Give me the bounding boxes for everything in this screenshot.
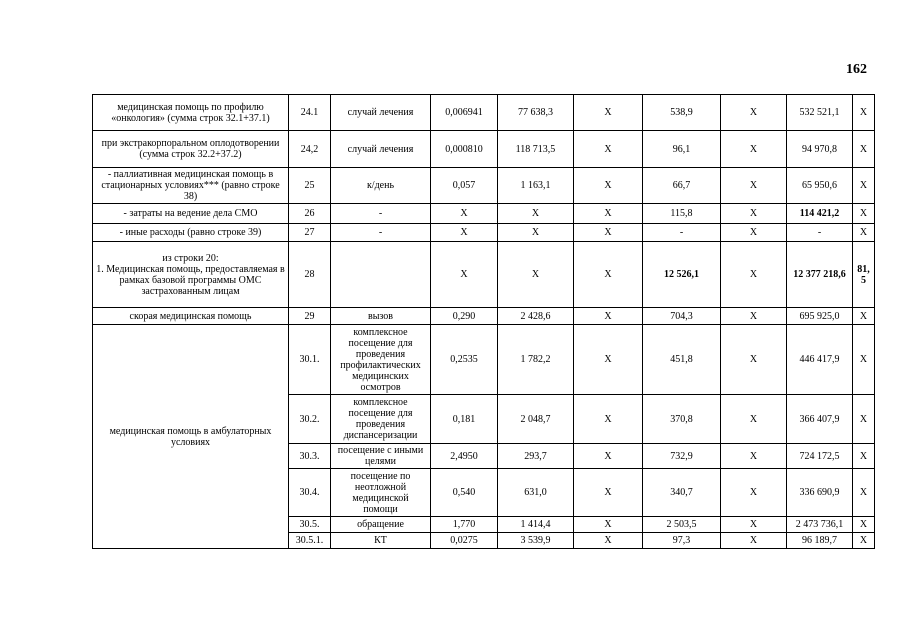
row-c1: Х — [574, 308, 643, 325]
row-c2: - — [643, 224, 721, 242]
row-cost: Х — [498, 242, 574, 308]
row-c5: Х — [853, 168, 875, 204]
financing-table — [92, 94, 875, 549]
row-code: 30.5. — [289, 517, 331, 533]
row-cost: 293,7 — [498, 444, 574, 469]
row-norm: 2,4950 — [431, 444, 498, 469]
row-c1: Х — [574, 204, 643, 224]
row-norm: 0,057 — [431, 168, 498, 204]
table-row — [93, 168, 875, 204]
row-norm: 0,000810 — [431, 131, 498, 168]
row-c4: 94 970,8 — [787, 131, 853, 168]
row-c2: 370,8 — [643, 395, 721, 444]
row-c2: 2 503,5 — [643, 517, 721, 533]
row-c4: 65 950,6 — [787, 168, 853, 204]
row-c3: Х — [721, 131, 787, 168]
page-number: 162 — [846, 62, 867, 77]
row-norm: 0,006941 — [431, 95, 498, 131]
row-c1: Х — [574, 517, 643, 533]
row-c1: Х — [574, 131, 643, 168]
row-c5: Х — [853, 204, 875, 224]
row-norm: 0,181 — [431, 395, 498, 444]
row-cost: 2 048,7 — [498, 395, 574, 444]
row-c5: Х — [853, 325, 875, 395]
row-norm: 0,540 — [431, 469, 498, 517]
row-c1: Х — [574, 469, 643, 517]
row-c3: Х — [721, 395, 787, 444]
row-code: 29 — [289, 308, 331, 325]
row-norm: Х — [431, 242, 498, 308]
row-c1: Х — [574, 395, 643, 444]
row-c1: Х — [574, 168, 643, 204]
row-c3: Х — [721, 204, 787, 224]
row-norm: 1,770 — [431, 517, 498, 533]
row-c2: 97,3 — [643, 533, 721, 549]
row-c3: Х — [721, 325, 787, 395]
row-code: 25 — [289, 168, 331, 204]
row-c5: Х — [853, 95, 875, 131]
row-cost: 1 414,4 — [498, 517, 574, 533]
row-c2: 732,9 — [643, 444, 721, 469]
row-norm: Х — [431, 204, 498, 224]
row-unit: КТ — [331, 533, 431, 549]
row-c5: 81, 5 — [853, 242, 875, 308]
row-cost: 1 163,1 — [498, 168, 574, 204]
row-c5: Х — [853, 444, 875, 469]
row-code: 30.1. — [289, 325, 331, 395]
row-name: - паллиативная медицинская помощь в стационарных условиях*** (равно строке 38) — [93, 168, 289, 204]
row-c4: 336 690,9 — [787, 469, 853, 517]
row-code: 28 — [289, 242, 331, 308]
row-unit: посещение с иными целями — [331, 444, 431, 469]
row-norm: 0,290 — [431, 308, 498, 325]
row-cost: 631,0 — [498, 469, 574, 517]
row-unit: к/день — [331, 168, 431, 204]
row-c5: Х — [853, 517, 875, 533]
row-c1: Х — [574, 444, 643, 469]
row-c3: Х — [721, 168, 787, 204]
row-c5: Х — [853, 533, 875, 549]
row-unit — [331, 242, 431, 308]
row-c5: Х — [853, 224, 875, 242]
table-row — [93, 242, 875, 308]
row-c2: 12 526,1 — [643, 242, 721, 308]
row-c5: Х — [853, 469, 875, 517]
table-row — [93, 204, 875, 224]
row-code: 30.5.1. — [289, 533, 331, 549]
row-c4: - — [787, 224, 853, 242]
row-c3: Х — [721, 444, 787, 469]
table-row — [93, 224, 875, 242]
row-c4: 532 521,1 — [787, 95, 853, 131]
row-c2: 115,8 — [643, 204, 721, 224]
row-name: при экстракорпоральном оплодотворении (сумма строк 32.2+37.2) — [93, 131, 289, 168]
row-c4: 366 407,9 — [787, 395, 853, 444]
row-c5: Х — [853, 308, 875, 325]
row-c2: 66,7 — [643, 168, 721, 204]
row-code: 24.1 — [289, 95, 331, 131]
row-c1: Х — [574, 533, 643, 549]
row-c1: Х — [574, 224, 643, 242]
table-row — [93, 325, 875, 395]
row-c3: Х — [721, 469, 787, 517]
row-c3: Х — [721, 308, 787, 325]
row-norm: Х — [431, 224, 498, 242]
row-c5: Х — [853, 395, 875, 444]
row-c1: Х — [574, 95, 643, 131]
row-c3: Х — [721, 242, 787, 308]
row-code: 24,2 — [289, 131, 331, 168]
row-c2: 340,7 — [643, 469, 721, 517]
row-c4: 695 925,0 — [787, 308, 853, 325]
row-code: 26 — [289, 204, 331, 224]
row-c2: 451,8 — [643, 325, 721, 395]
row-cost: 2 428,6 — [498, 308, 574, 325]
row-cost: Х — [498, 204, 574, 224]
row-c3: Х — [721, 533, 787, 549]
row-unit: случай лечения — [331, 95, 431, 131]
table-row — [93, 95, 875, 131]
row-unit: комплексное посещение для проведения диспансеризации — [331, 395, 431, 444]
row-code: 30.2. — [289, 395, 331, 444]
row-code: 30.3. — [289, 444, 331, 469]
row-cost: 77 638,3 — [498, 95, 574, 131]
row-c5: Х — [853, 131, 875, 168]
row-c1: Х — [574, 325, 643, 395]
row-name: медицинская помощь по профилю «онкология» (сумма строк 32.1+37.1) — [93, 95, 289, 131]
row-c3: Х — [721, 517, 787, 533]
row-unit: - — [331, 224, 431, 242]
row-c4: 12 377 218,6 — [787, 242, 853, 308]
row-name: скорая медицинская помощь — [93, 308, 289, 325]
row-c2: 704,3 — [643, 308, 721, 325]
row-code: 30.4. — [289, 469, 331, 517]
row-norm: 0,0275 — [431, 533, 498, 549]
row-c2: 538,9 — [643, 95, 721, 131]
row-c2: 96,1 — [643, 131, 721, 168]
row-c4: 96 189,7 — [787, 533, 853, 549]
row-cost: Х — [498, 224, 574, 242]
row-name: из строки 20: 1. Медицинская помощь, предоставляемая в рамках базовой программы ОМС застрахованным лицам — [93, 242, 289, 308]
row-cost: 3 539,9 — [498, 533, 574, 549]
row-c1: Х — [574, 242, 643, 308]
row-unit: случай лечения — [331, 131, 431, 168]
row-c4: 114 421,2 — [787, 204, 853, 224]
row-unit: посещение по неотложной медицинской помощи — [331, 469, 431, 517]
row-cost: 118 713,5 — [498, 131, 574, 168]
row-unit: вызов — [331, 308, 431, 325]
row-name: - иные расходы (равно строке 39) — [93, 224, 289, 242]
row-name: - затраты на ведение дела СМО — [93, 204, 289, 224]
row-code: 27 — [289, 224, 331, 242]
row-c3: Х — [721, 95, 787, 131]
row-cost: 1 782,2 — [498, 325, 574, 395]
row-unit: комплексное посещение для проведения профилактических медицинских осмотров — [331, 325, 431, 395]
table-row — [93, 131, 875, 168]
row-norm: 0,2535 — [431, 325, 498, 395]
row-c4: 446 417,9 — [787, 325, 853, 395]
row-unit: обращение — [331, 517, 431, 533]
row-c4: 724 172,5 — [787, 444, 853, 469]
row-c4: 2 473 736,1 — [787, 517, 853, 533]
row-c3: Х — [721, 224, 787, 242]
table-row — [93, 308, 875, 325]
row-unit: - — [331, 204, 431, 224]
row-name: медицинская помощь в амбулаторных условиях — [93, 325, 289, 549]
